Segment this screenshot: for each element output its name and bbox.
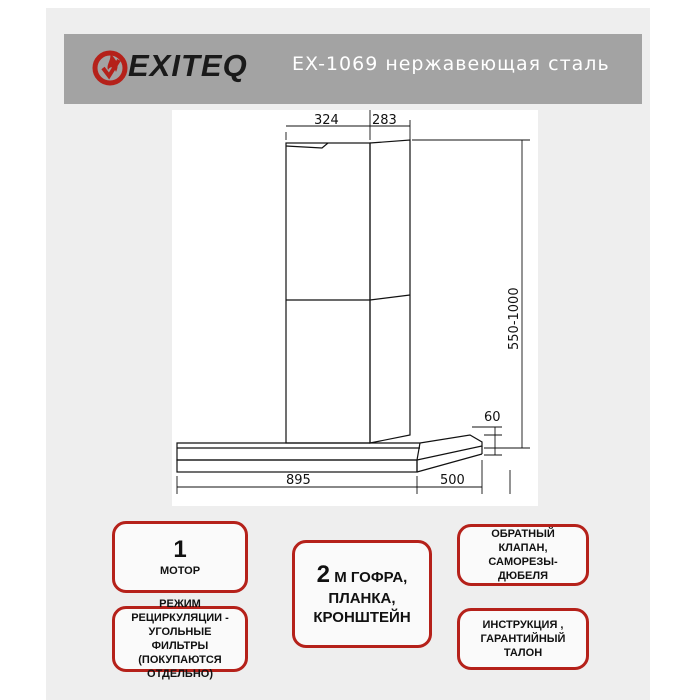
brand-name: EXITEQ [128, 48, 248, 83]
corrugation-number: 2 [316, 561, 331, 588]
technical-drawing [172, 110, 538, 506]
motor-label: МОТОР [159, 565, 201, 577]
chimney-side [370, 140, 410, 443]
dim-895: 895 [286, 473, 311, 488]
chimney-front [286, 143, 370, 443]
corrugation-line-3: КРОНШТЕЙН [313, 609, 411, 626]
dim-500: 500 [440, 473, 465, 488]
recirculation-text: РЕЖИМ РЕЦИРКУЛЯЦИИ - УГОЛЬНЫЕ ФИЛЬТРЫ (ПОКУПАЮТСЯ ОТДЕЛЬНО) [131, 598, 229, 680]
card-valve [457, 524, 589, 586]
card-motor [112, 521, 248, 593]
dim-550-1000: 550-1000 [507, 287, 522, 350]
card-manual [457, 608, 589, 670]
valve-text: ОБРАТНЫЙ КЛАПАН, САМОРЕЗЫ-ДЮБЕЛЯ [488, 528, 558, 582]
card-corrugation [292, 540, 432, 648]
model-title: EX-1069 нержавеющая сталь [292, 53, 610, 75]
corrugation-text-1: М ГОФРА, [334, 569, 408, 586]
manual-text: ИНСТРУКЦИЯ , ГАРАНТИЙНЫЙ ТАЛОН [480, 619, 566, 659]
dim-283: 283 [372, 113, 397, 128]
corrugation-line-1 [317, 561, 408, 589]
hood-diagram [172, 110, 538, 506]
corrugation-line-2: ПЛАНКА, [328, 590, 396, 607]
card-recirculation [112, 598, 248, 680]
dim-324: 324 [314, 113, 339, 128]
dim-60: 60 [484, 410, 501, 425]
motor-count: 1 [173, 536, 187, 563]
